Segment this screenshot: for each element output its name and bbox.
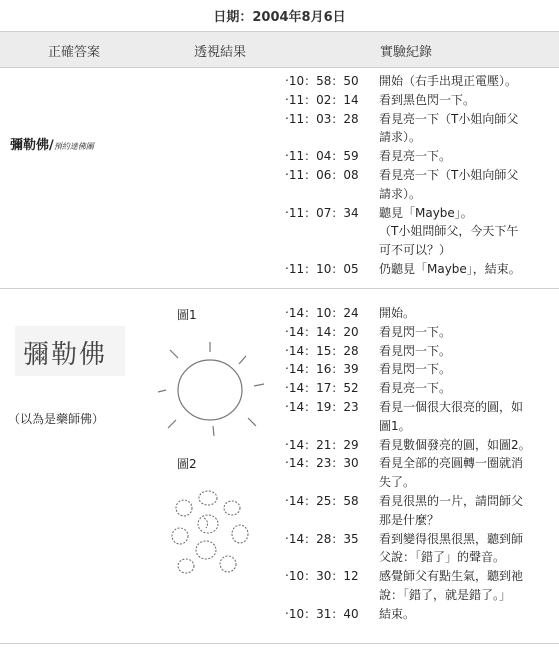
- sun-ray: [158, 390, 166, 392]
- record-text: 看見亮一下。: [379, 381, 452, 396]
- sun-ray: [170, 350, 178, 358]
- record-time: ‧14：25：58: [285, 493, 359, 508]
- record-text: 說：「錯了，就是錯了。」: [379, 587, 512, 602]
- record-text: 失了。: [379, 475, 416, 490]
- sun-ray: [254, 384, 264, 386]
- record-line: [285, 166, 555, 185]
- record-text: 看到變得很黑很黑，聽到師: [379, 531, 524, 546]
- answer-1-text: 彌勒佛/: [10, 138, 54, 153]
- sun-ray: [213, 426, 214, 436]
- record-text: 結束。: [379, 606, 416, 621]
- record-line: [285, 379, 555, 398]
- record-line: [285, 128, 555, 147]
- answer-2-note: （以為是藥師佛）: [8, 412, 105, 426]
- record-line: [285, 567, 555, 586]
- record-text: 聽見「Maybe」。: [379, 205, 473, 220]
- record-text: 看到黑色閃一下。: [379, 92, 476, 107]
- figure-1-sun-drawing: [158, 338, 270, 438]
- record-line: [285, 204, 555, 223]
- record-line: [285, 436, 555, 455]
- record-time: ‧14：19：23: [285, 399, 359, 414]
- record-line: [285, 586, 555, 605]
- record-time: ‧14：23：30: [285, 456, 359, 471]
- record-text: 感覺師父有點生氣，聽到祂: [379, 569, 524, 584]
- bright-circle: [232, 525, 248, 543]
- record-text: 開始（右手出現正電壓）。: [379, 74, 518, 88]
- record-list-1: [285, 72, 555, 279]
- record-line: [285, 530, 555, 549]
- record-time: ‧14：17：52: [285, 381, 359, 396]
- record-time: ‧14：16：39: [285, 362, 359, 377]
- record-time: ‧10：30：12: [285, 569, 359, 584]
- record-text: 那是什麼？: [379, 512, 440, 527]
- record-line: [285, 110, 555, 129]
- record-line: [285, 511, 555, 530]
- record-text: 仍聽見「Maybe」，結束。: [379, 261, 521, 276]
- sun-ray: [168, 420, 176, 428]
- bright-circle: [199, 491, 217, 505]
- record-text: 看見數個發亮的圓，如圖2。: [379, 437, 531, 452]
- record-text: 看見閃一下。: [379, 324, 452, 339]
- record-line: [285, 72, 555, 91]
- record-line: [285, 304, 555, 323]
- record-line: [285, 342, 555, 361]
- record-line: [285, 548, 555, 567]
- record-text: 看見全部的亮圓轉一圈就消: [379, 456, 524, 471]
- figure-1-label: 圖1: [177, 308, 197, 322]
- record-time: ‧11：06：08: [285, 167, 359, 182]
- record-line: [285, 323, 555, 342]
- record-text: 可不可以？）: [379, 243, 452, 258]
- record-line: [285, 91, 555, 110]
- record-text: 父說：「錯了」的聲音。: [379, 550, 506, 565]
- header-record: 實驗紀錄: [380, 45, 433, 60]
- record-line: [285, 147, 555, 166]
- record-text: （T小姐問師父，今天下午: [379, 224, 519, 239]
- record-line: [285, 185, 555, 204]
- record-time: ‧14：10：24: [285, 306, 359, 320]
- record-time: ‧14：21：29: [285, 437, 359, 452]
- record-time: ‧11：02：14: [285, 92, 359, 107]
- record-line: [285, 473, 555, 492]
- bright-circle: [176, 500, 192, 516]
- sun-ray: [248, 418, 256, 426]
- answer-1-note: 預約達佛團: [53, 142, 94, 151]
- header-result: 透視結果: [194, 45, 247, 60]
- record-time: ‧11：04：59: [285, 149, 359, 164]
- record-text: 圖1。: [379, 418, 411, 433]
- header-answer: 正確答案: [48, 45, 101, 60]
- record-text: 看見閃一下。: [379, 343, 452, 358]
- record-text: 看見亮一下（T小姐向師父: [379, 111, 519, 126]
- record-text: 請求）。: [379, 130, 422, 145]
- sun-ray: [239, 356, 246, 364]
- record-line: [285, 241, 555, 260]
- record-time: ‧14：14：20: [285, 324, 359, 339]
- section-divider: [0, 288, 559, 289]
- record-list-2: [285, 304, 555, 624]
- record-text: 看見閃一下。: [379, 362, 452, 377]
- handwritten-answer-1: [10, 134, 94, 153]
- record-line: [285, 360, 555, 379]
- record-line: [285, 222, 555, 241]
- figure-2-circles-drawing: [164, 484, 260, 584]
- record-text: 看見一個很大很亮的圓，如: [379, 399, 524, 414]
- bottom-border: [0, 643, 559, 644]
- record-line: [285, 454, 555, 473]
- record-text: 看見很黑的一片，請問師父: [379, 493, 524, 508]
- record-text: 請求）。: [379, 186, 422, 201]
- bright-circle: [172, 528, 188, 544]
- record-time: ‧11：07：34: [285, 205, 359, 220]
- record-time: ‧11：03：28: [285, 111, 359, 126]
- handwritten-answer-2: [15, 326, 125, 376]
- rotation-arrow: [204, 518, 208, 528]
- page-title: 日期：2004年8月6日: [213, 10, 346, 25]
- record-text: 看見亮一下（T小姐向師父: [379, 167, 519, 182]
- bright-circle: [220, 556, 236, 572]
- record-line: [285, 398, 555, 417]
- figure-2-label: 圖2: [177, 457, 197, 471]
- record-line: [285, 605, 555, 624]
- bright-circle: [178, 559, 194, 573]
- table-header: [0, 31, 559, 68]
- record-text: 看見亮一下。: [379, 149, 452, 164]
- record-line: [285, 260, 555, 279]
- record-text: 開始。: [379, 306, 416, 320]
- answer-2-text: 彌勒佛: [23, 340, 108, 370]
- record-time: ‧11：10：05: [285, 261, 359, 276]
- bright-circle: [196, 541, 216, 559]
- sun-circle: [178, 360, 242, 420]
- record-time: ‧10：58：50: [285, 74, 359, 88]
- bright-circle: [224, 501, 240, 515]
- record-line: [285, 492, 555, 511]
- record-time: ‧14：28：35: [285, 531, 359, 546]
- record-line: [285, 417, 555, 436]
- record-time: ‧14：15：28: [285, 343, 359, 358]
- record-time: ‧10：31：40: [285, 606, 359, 621]
